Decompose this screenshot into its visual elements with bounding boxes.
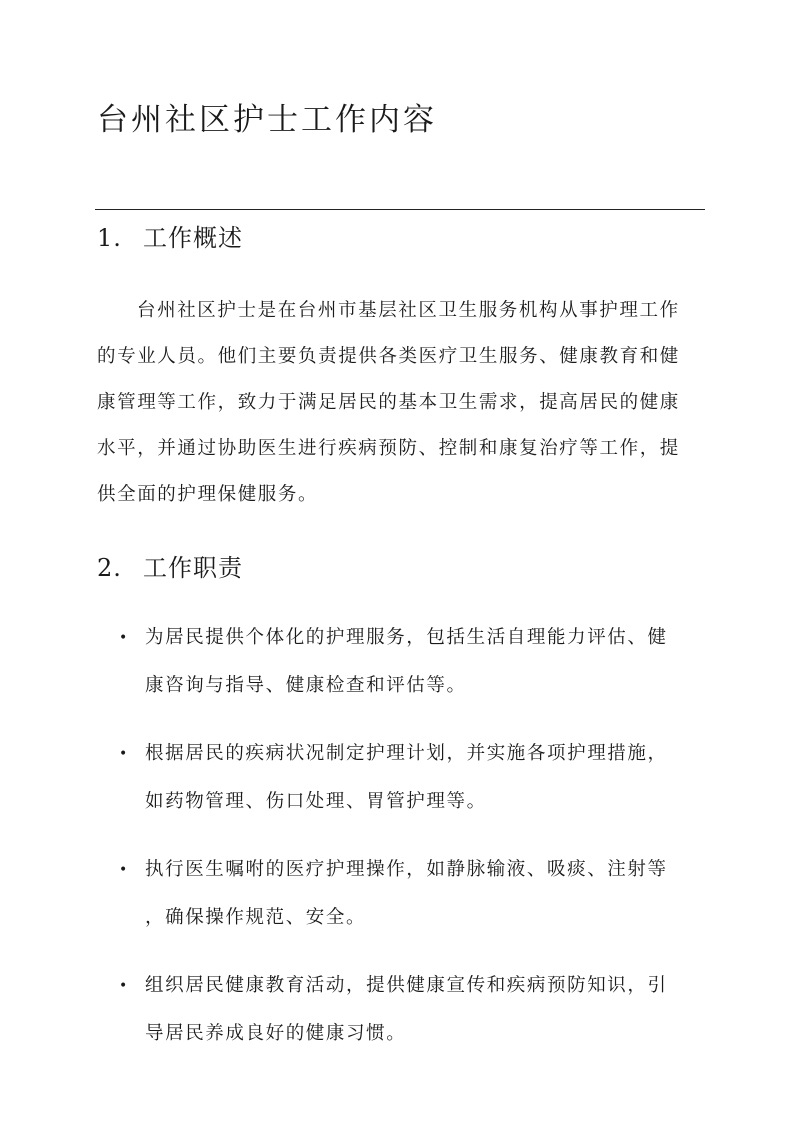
paragraph-line: 水平，并通过协助医生进行疾病预防、控制和康复治疗等工作，提: [97, 438, 680, 459]
list-item-line: ，确保操作规范、安全。: [145, 907, 367, 928]
list-item: [97, 962, 707, 1058]
section-title: 工作职责: [143, 554, 243, 582]
list-item-line: 组织居民健康教育活动，提供健康宣传和疾病预防知识，引: [145, 975, 668, 996]
list-item: [97, 730, 707, 826]
list-item-line: 如药物管理、伤口处理、胃管护理等。: [145, 791, 487, 812]
section-title: 工作概述: [143, 224, 243, 252]
list-item-line: 康咨询与指导、健康检查和评估等。: [145, 675, 467, 696]
list-item: [97, 614, 707, 710]
list-item: [97, 846, 707, 942]
list-item-line: 根据居民的疾病状况制定护理计划，并实施各项护理措施，: [145, 743, 668, 764]
bullet-icon: •: [119, 746, 129, 762]
bullet-icon: •: [119, 630, 129, 646]
section-heading-overview: [97, 221, 243, 255]
list-item-line: 为居民提供个体化的护理服务，包括生活自理能力评估、健: [145, 627, 668, 648]
paragraph-line: 的专业人员。他们主要负责提供各类医疗卫生服务、健康教育和健: [97, 346, 680, 367]
document-title: 台州社区护士工作内容: [97, 102, 437, 138]
duties-list: [97, 614, 707, 1078]
paragraph-line: 供全面的护理保健服务。: [97, 484, 319, 505]
paragraph-line: 台州社区护士是在台州市基层社区卫生服务机构从事护理工作: [137, 300, 680, 321]
overview-paragraph: [97, 288, 707, 518]
section-number: 2.: [97, 554, 122, 582]
section-heading-duties: [97, 551, 243, 585]
title-divider: [95, 209, 705, 210]
list-item-line: 执行医生嘱咐的医疗护理操作，如静脉输液、吸痰、注射等: [145, 859, 668, 880]
section-number: 1.: [97, 224, 122, 252]
list-item-line: 导居民养成良好的健康习惯。: [145, 1023, 407, 1044]
bullet-icon: •: [119, 862, 129, 878]
paragraph-line: 康管理等工作，致力于满足居民的基本卫生需求，提高居民的健康: [97, 392, 680, 413]
bullet-icon: •: [119, 978, 129, 994]
